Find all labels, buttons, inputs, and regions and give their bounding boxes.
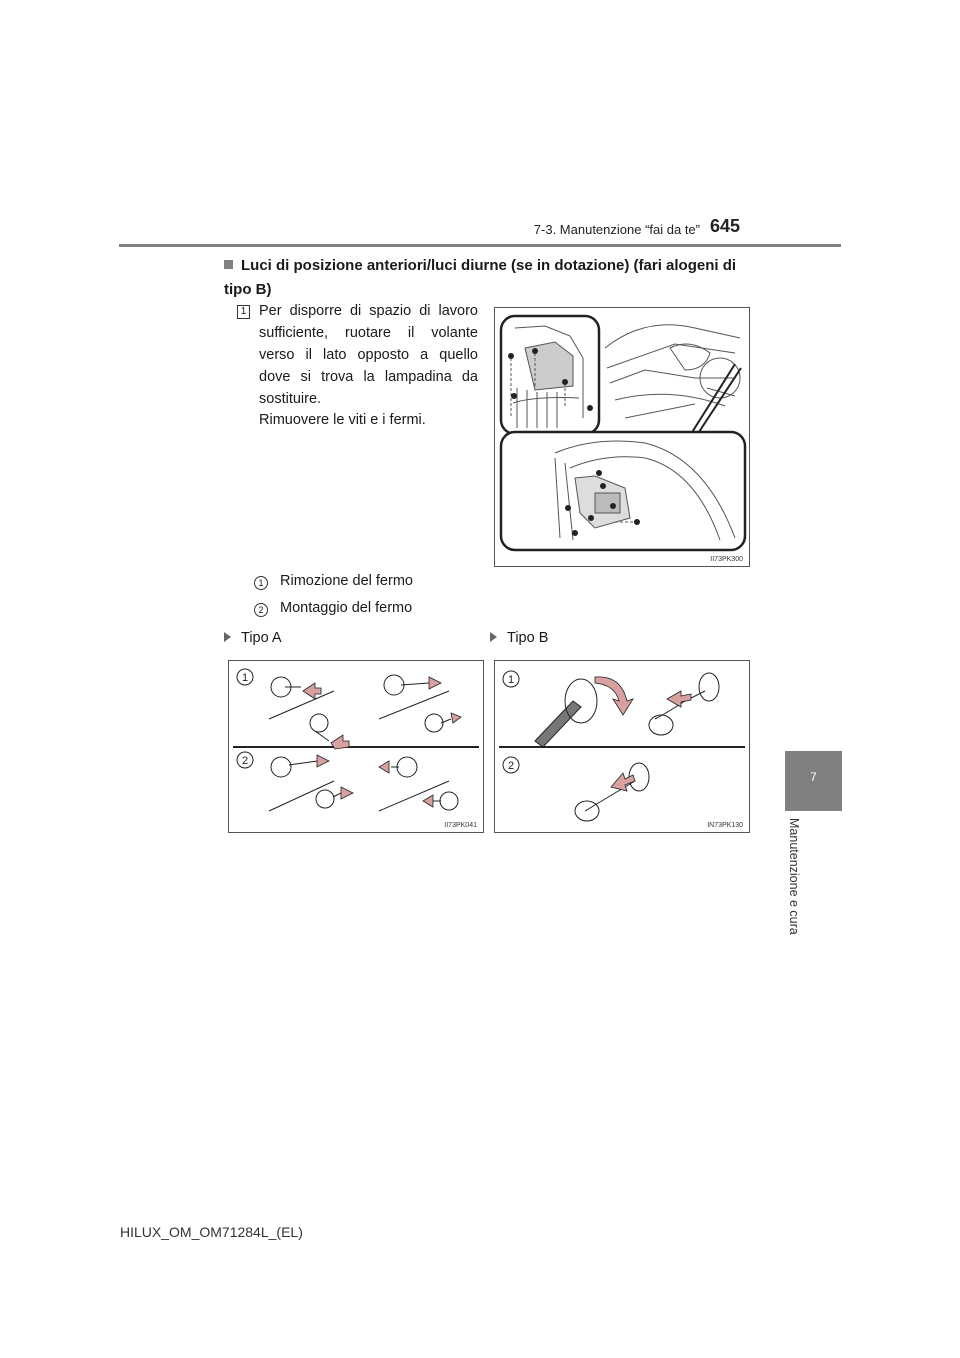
figure-label: 1 — [241, 672, 249, 684]
legend-text: Montaggio del fermo — [280, 600, 413, 616]
section-title: 7-3. Manutenzione “fai da te” — [533, 222, 700, 237]
headlight-access-illustration — [494, 307, 750, 567]
type-b-label — [490, 630, 548, 646]
legend-number: 2 — [254, 603, 268, 617]
figure-label: 2 — [507, 760, 515, 772]
step-text: Per disporre di spazio di lavoro sufficiente, ruotare il volante verso il lato opposto a quello dove si trova la lampadina da sostituire. — [259, 303, 478, 407]
chapter-label-text: Manutenzione e cura — [787, 818, 801, 935]
step-number: 1 — [237, 305, 250, 319]
figure-code: II73PK041 — [444, 822, 477, 829]
section-heading — [224, 254, 754, 302]
chapter-label — [783, 818, 803, 938]
type-a-label — [224, 630, 282, 646]
clip-type-b-illustration — [494, 660, 750, 833]
type-a-text: Tipo A — [241, 630, 282, 646]
legend-item — [254, 600, 412, 618]
clip-type-a-illustration — [228, 660, 484, 833]
legend-text: Rimozione del fermo — [280, 573, 413, 589]
clip-type-a-drawing — [229, 661, 483, 832]
triangle-bullet-icon — [224, 632, 231, 642]
legend-item — [254, 573, 413, 591]
page-number: 645 — [710, 216, 741, 236]
document-code: HILUX_OM_OM71284L_(EL) — [120, 1224, 303, 1240]
step-note: Rimuovere le viti e i fermi. — [259, 412, 426, 428]
header-rule — [119, 244, 841, 247]
triangle-bullet-icon — [490, 632, 497, 642]
headlight-access-drawing — [495, 308, 749, 566]
square-bullet-icon — [224, 260, 233, 269]
figure-code: II73PK300 — [710, 556, 743, 563]
figure-code: IN73PK130 — [707, 822, 743, 829]
figure-label: 1 — [507, 674, 515, 686]
type-b-text: Tipo B — [507, 630, 549, 646]
legend-number: 1 — [254, 576, 268, 590]
chapter-number: 7 — [810, 770, 817, 784]
clip-type-b-drawing — [495, 661, 749, 832]
figure-label: 2 — [241, 755, 249, 767]
heading-text: Luci di posizione anteriori/luci diurne (se in dotazione) (fari alogeni di tipo B) — [224, 257, 737, 298]
